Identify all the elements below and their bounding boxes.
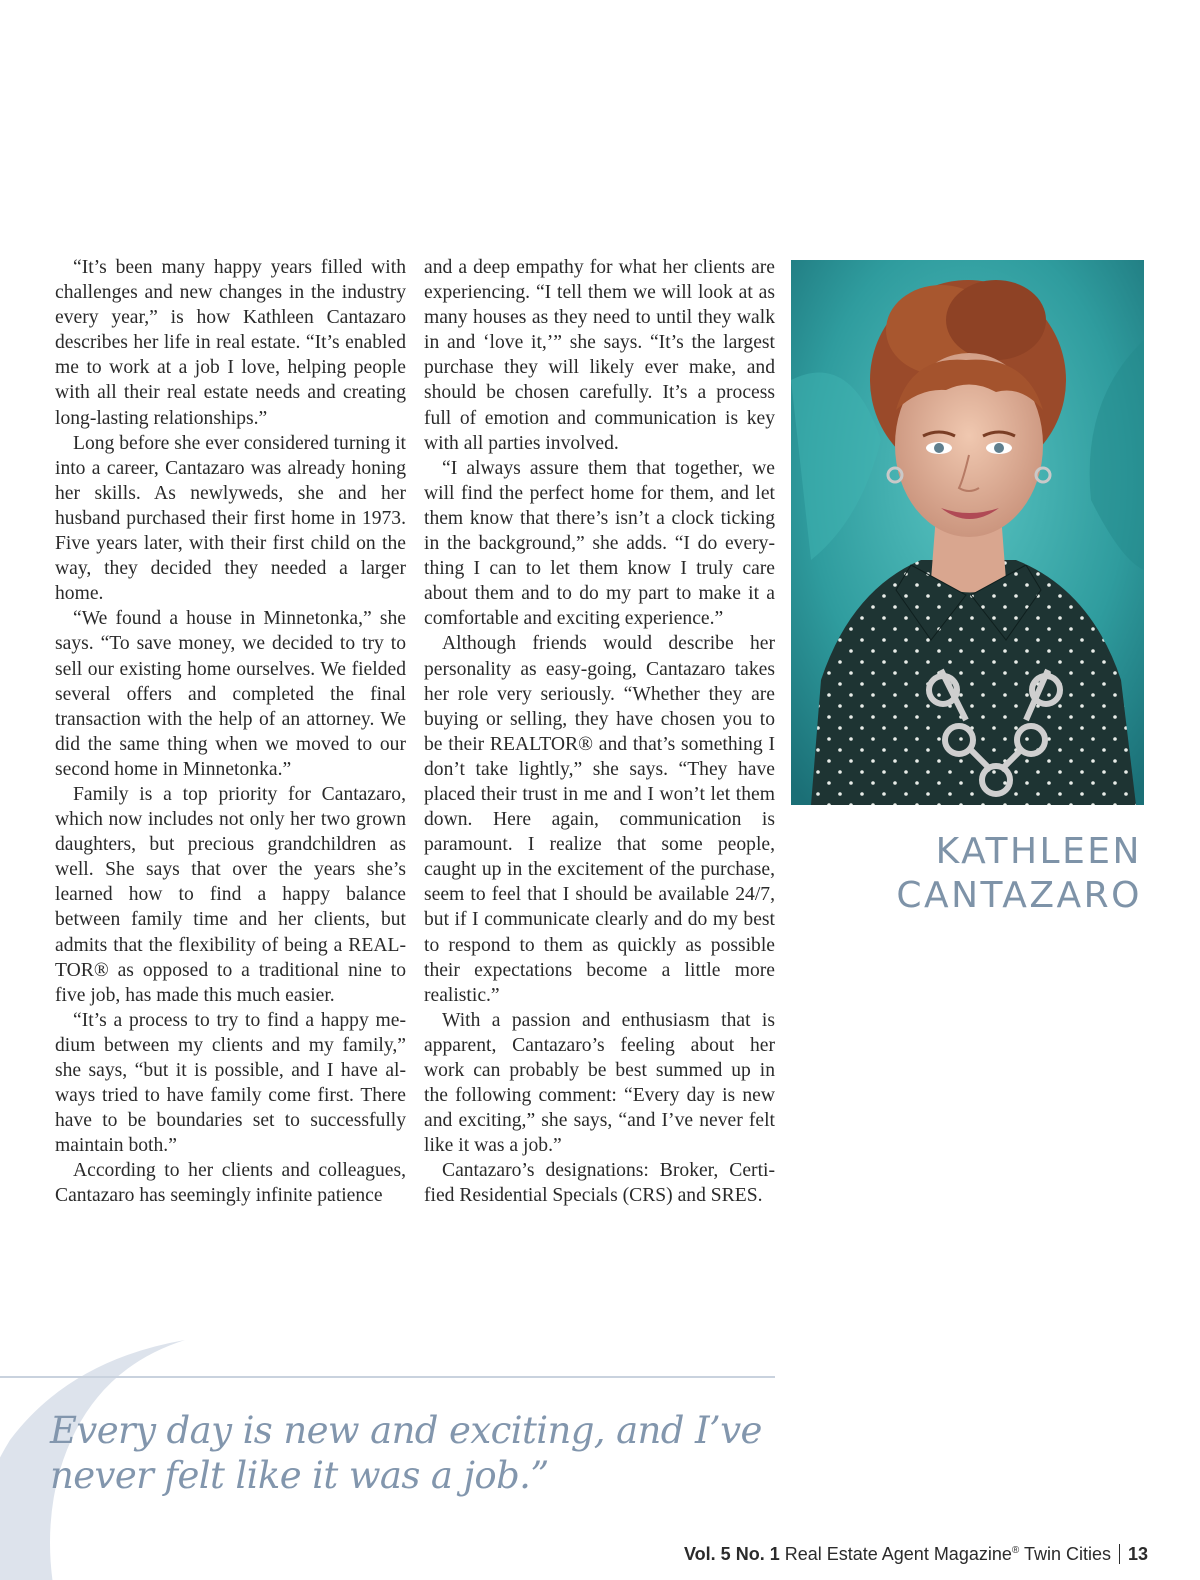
footer-city: Twin Cities <box>1023 1544 1111 1564</box>
page-footer <box>684 1541 1148 1567</box>
profile-first-name: KATHLEEN <box>935 831 1142 872</box>
article-column-1 <box>55 255 406 1209</box>
footer-volume: Vol. 5 No. 1 <box>684 1544 780 1564</box>
pull-quote: Every day is new and exciting, and I’ve never felt like it was a job.” <box>50 1409 762 1497</box>
paragraph: Although friends would describe her personality as easy-going, Cantazaro takes her role very seriously. “Whether they are buying or selling, they have chosen you to be their REALTOR® and that’s something I don’t take lightly,” she says. “They have placed their trust in me and I won’t let them down. Here again, communication is paramount. I realize that some people, caught up in the excitement of the purchase, seem to feel that I should be available 24/7, but if I communicate clearly and do my best to respond to them as quickly as possible their expectations become a little more realistic.” <box>424 633 775 1006</box>
paragraph: Family is a top priority for Cantazaro, which now includes not only her two grown daughters, but precious grandchildren as well. She says that over the years she’s learned how to find a happy balance between family time and her clients, but admits that the flexibility of being a REALTOR® as opposed to a traditional nine to five job, has made this much easier. <box>55 783 406 1006</box>
page-number: 13 <box>1127 1544 1148 1564</box>
footer-magazine: Real Estate Agent Magazine <box>784 1544 1012 1564</box>
paragraph: “It’s been many happy years filled with challenges and new changes in the industry every year,” is how Kathleen Cantazaro describes her life in real estate. “It’s enabled me to work at a job I love, helping people with all their real estate needs and creating long-lasting relationships.” <box>55 257 406 429</box>
footer-registered: ® <box>1011 1545 1020 1556</box>
footer-separator <box>1119 1544 1120 1564</box>
paragraph: “I always assure them that together, we will find the perfect home for them, and let them know that there’s isn’t a clock ticking in the background,” she adds. “I do everything I can to let them know I truly care about them and to do my part to make it a comfortable and exciting experience.” <box>424 457 775 630</box>
paragraph: Long before she ever considered turning it into a career, Cantazaro was already honing her skills. As newlyweds, she and her husband purchased their first home in 1973. Five years later, with their first child on the way, they decided they needed a larger home. <box>55 432 406 605</box>
portrait-photo <box>791 260 1144 805</box>
paragraph: With a passion and enthusiasm that is apparent, Cantazaro’s feeling about her work can probably be best summed up in the following comment: “Every day is new and exciting,” she says, “and I’ve never felt like it was a job.” <box>424 1009 775 1157</box>
profile-name <box>791 830 1142 918</box>
paragraph: “We found a house in Minnetonka,” she says. “To save money, we decided to try to sell our existing home ourselves. We fielded several offers and completed the final transaction with the help of an attorney. We did the same thing when we moved to our second home in Minnetonka.” <box>55 608 406 780</box>
paragraph: According to her clients and colleagues, Cantazaro has seemingly infinite patience <box>55 1160 406 1207</box>
paragraph: Cantazaro’s designations: Broker, Certified Residential Specials (CRS) and SRES. <box>424 1160 775 1207</box>
paragraph: and a deep empathy for what her clients are experiencing. “I tell them we will look at as many houses as they need to until they walk in and ‘love it,’” she says. “It’s the largest purchase they will likely ever make, and should be chosen carefully. It’s a process full of emotion and communication is key with all parties involved. <box>424 257 775 454</box>
quote-divider <box>0 1376 775 1378</box>
article-column-2 <box>424 255 775 1209</box>
paragraph: “It’s a process to try to find a happy medium between my clients and my family,” she says, “but it is possible, and I have always tried to have family come first. There have to be boundaries set to successfully maintain both.” <box>55 1009 406 1157</box>
profile-last-name: CANTAZARO <box>896 875 1142 916</box>
